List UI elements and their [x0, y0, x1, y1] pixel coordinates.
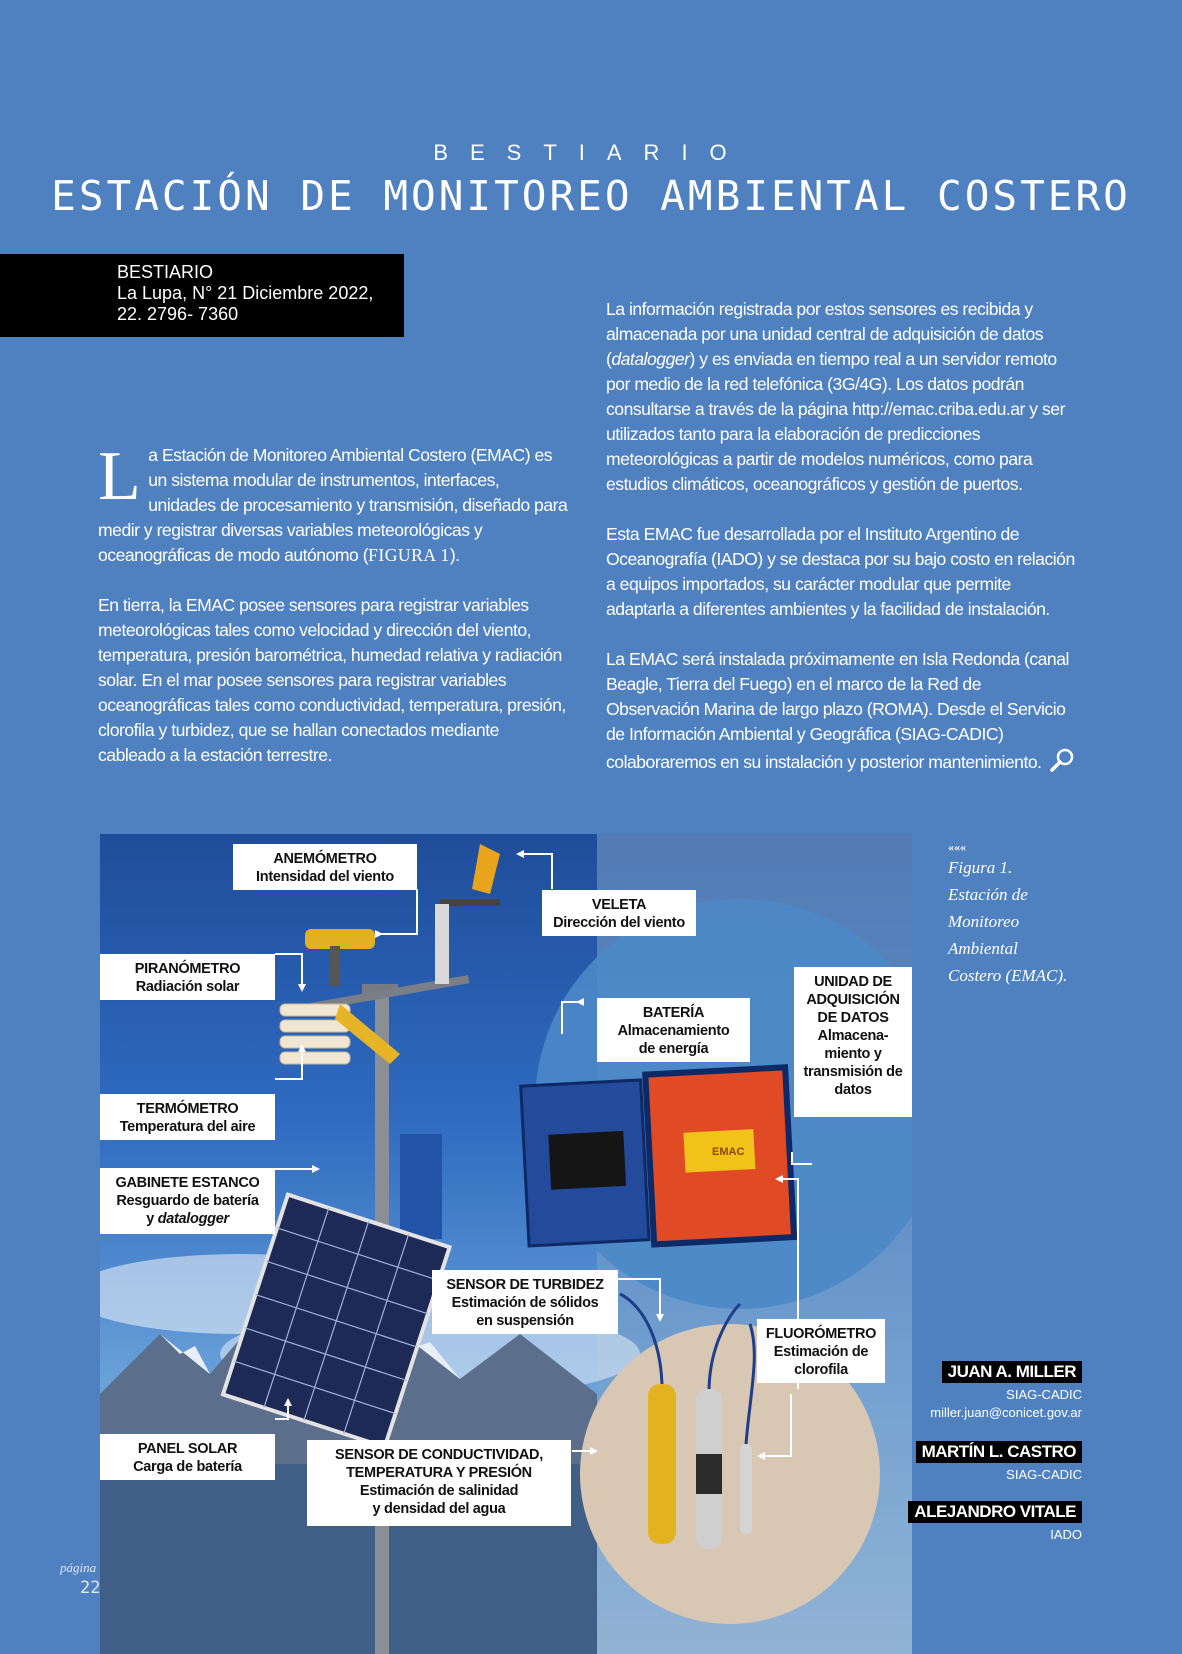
logger-badge: EMAC [712, 1146, 745, 1158]
label-bateria-title: BATERÍA [642, 1005, 705, 1021]
author-miller [900, 1361, 1082, 1422]
label-termometro-sub: Temperatura del aire [119, 1119, 256, 1135]
label-turbidez-title: SENSOR DE TURBIDEZ [446, 1277, 604, 1293]
label-gabinete-sub2-pre: y [146, 1211, 158, 1227]
author-castro [900, 1441, 1082, 1484]
reference-section: BESTIARIO [117, 262, 214, 282]
author-affiliation: SIAG-CADIC [1006, 1387, 1082, 1402]
label-conductividad-t2: TEMPERATURA Y PRESIÓN [346, 1465, 532, 1481]
label-piranometro-title: PIRANÓMETRO [134, 961, 241, 977]
datalogger-term: datalogger [611, 349, 690, 369]
installation-text: La EMAC será instalada próximamente en Isla Redonda (canal Beagle, Tierra del Fuego) en el marco de la Red de Observación Marina de largo plazo (ROMA). Desde el Servicio de Información Ambiental y Geográfica (SIAG-CADIC) colaboraremos en su instalación y posterior mantenimiento. [606, 649, 1069, 773]
label-conductividad [307, 1440, 571, 1526]
figure-caption [948, 840, 1088, 989]
page-number: 22 [80, 1578, 101, 1598]
caption-line-4: Ambiental [948, 939, 1018, 958]
land-sensors-paragraph: En tierra, la EMAC posee sensores para registrar variables meteorológicas tales como velocidad y dirección del viento, temperatura, presión barométrica, humedad relativa y radiación solar. En el mar posee sensores para registrar variables oceanográficas tales como conductividad, temperatura, presión, clorofila y turbidez, que se hallan conectados mediante cableado a la estación terrestre. [98, 595, 566, 765]
label-gabinete-sub2-em: datalogger [157, 1211, 229, 1227]
author-vitale [900, 1501, 1082, 1544]
label-unidad-t3: DE DATOS [817, 1010, 889, 1026]
reference-issue: La Lupa, N° 21 Diciembre 2022, [117, 283, 374, 303]
caption-line-5: Costero (EMAC). [948, 966, 1068, 985]
label-piranometro-sub: Radiación solar [135, 979, 240, 995]
magnifier-icon [1048, 747, 1076, 780]
label-bateria-sub1: Almacenamiento [617, 1023, 730, 1039]
caption-line-2: Estación de [948, 885, 1028, 904]
label-termometro [100, 1094, 275, 1140]
label-turbidez-sub1: Estimación de sólidos [451, 1295, 599, 1311]
label-unidad-s1: Almacena- [817, 1028, 889, 1044]
installation-paragraph [606, 647, 1076, 780]
label-gabinete-title: GABINETE ESTANCO [115, 1175, 260, 1191]
label-gabinete-sub2 [104, 1210, 271, 1228]
label-veleta-sub: Dirección del viento [553, 915, 685, 931]
label-conductividad-s2: y densidad del agua [372, 1501, 506, 1517]
label-gabinete-sub: Resguardo de batería [116, 1193, 259, 1209]
page-label: página [60, 1560, 97, 1575]
dropcap: L [98, 438, 141, 515]
left-column [98, 438, 568, 793]
data-text-a: La información registrada por estos sensores es recibida y almacenada por una unidad central de adquisición de datos ( [606, 299, 1044, 369]
label-fluorometro-sub2: clorofila [794, 1362, 848, 1378]
reference-issn: 22. 2796- 7360 [117, 304, 239, 324]
label-veleta-title: VELETA [591, 897, 647, 913]
label-piranometro [100, 954, 275, 1000]
label-turbidez-sub2: en suspensión [476, 1313, 574, 1329]
author-affiliation: IADO [1050, 1527, 1082, 1542]
label-unidad-t1: UNIDAD DE [814, 974, 892, 990]
intro-paragraph [98, 438, 568, 568]
label-unidad-adquisicion [794, 967, 912, 1117]
label-fluorometro-sub1: Estimación de [773, 1344, 869, 1360]
figure-reference: FIGURA 1 [368, 545, 450, 565]
reference-box [0, 254, 404, 337]
author-name: MARTÍN L. CASTRO [916, 1441, 1082, 1463]
caption-line-3: Monitoreo [948, 912, 1020, 931]
label-unidad-s3: transmisión de [803, 1064, 903, 1080]
data-text-b: ) y es enviada en tiempo real a un servidor remoto por medio de la red telefónica (3G/4G). Los datos podrán consultarse a través de la página http://emac.criba.edu.ar y ser utilizados tanto para la elaboración de predicciones meteorológicas a partir de modelos numéricos, como para estudios climáticos, oceanográficos y gestión de puertos. [606, 349, 1065, 494]
data-paragraph [606, 297, 1076, 497]
label-fluorometro-title: FLUORÓMETRO [765, 1326, 877, 1342]
figure-emac-photo [100, 834, 912, 1654]
development-paragraph: Esta EMAC fue desarrollada por el Instituto Argentino de Oceanografía (IADO) y se destaca por su bajo costo en relación a equipos importados, su carácter modular que permite adaptarla a diferentes ambientes y la facilidad de instalación. [606, 524, 1075, 619]
label-anemometro [233, 844, 417, 890]
caption-marker-icon: ««« [948, 840, 966, 854]
intro-end: ). [449, 545, 460, 565]
label-unidad-s4: datos [834, 1082, 872, 1098]
intro-text: a Estación de Monitoreo Ambiental Costero (EMAC) es un sistema modular de instrumentos, interfaces, unidades de procesamiento y transmisión, diseñado para medir y registrar diversas variables meteorológicas y oceanográficas de modo autónomo ( [98, 445, 568, 565]
label-panel-title: PANEL SOLAR [137, 1441, 238, 1457]
right-column [606, 297, 1076, 805]
label-panel-sub: Carga de batería [133, 1459, 242, 1475]
label-bateria-sub2: de energía [638, 1041, 709, 1057]
label-veleta [542, 890, 696, 936]
section-kicker: BESTIARIO [433, 140, 749, 165]
author-email: miller.juan@conicet.gov.ar [930, 1405, 1082, 1420]
author-affiliation: SIAG-CADIC [1006, 1467, 1082, 1482]
author-name: JUAN A. MILLER [942, 1361, 1082, 1383]
label-termometro-title: TERMÓMETRO [136, 1101, 239, 1117]
label-conductividad-t1: SENSOR DE CONDUCTIVIDAD, [335, 1447, 543, 1463]
label-conductividad-s1: Estimación de salinidad [359, 1483, 519, 1499]
label-gabinete [100, 1168, 275, 1234]
label-fluorometro [757, 1319, 885, 1383]
label-unidad-s2: miento y [824, 1046, 882, 1062]
label-turbidez [432, 1270, 618, 1334]
label-anemometro-title: ANEMÓMETRO [273, 851, 377, 867]
label-bateria [597, 998, 750, 1062]
label-anemometro-sub: Intensidad del viento [256, 869, 394, 885]
page-title: ESTACIÓN DE MONITOREO AMBIENTAL COSTERO [51, 172, 1131, 220]
caption-line-1: Figura 1. [948, 858, 1013, 877]
label-unidad-t2: ADQUISICIÓN [806, 992, 900, 1008]
label-panel-solar [100, 1434, 275, 1480]
author-name: ALEJANDRO VITALE [908, 1501, 1082, 1523]
